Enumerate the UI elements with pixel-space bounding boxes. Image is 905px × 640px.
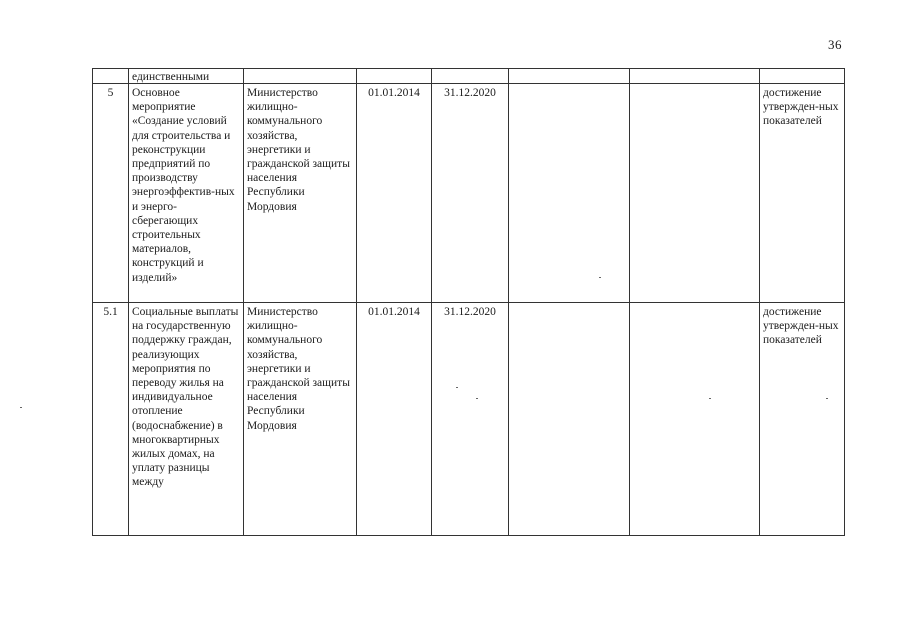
table-row [93, 303, 845, 536]
empty-cell [630, 84, 760, 303]
row-number: 5 [93, 84, 129, 303]
scan-speck [456, 387, 458, 388]
table-row [93, 84, 845, 303]
empty-cell [630, 303, 760, 536]
scan-speck [709, 398, 711, 399]
empty-cell [509, 303, 630, 536]
cell-num [93, 69, 129, 84]
responsible-executor: Министерство жилищно-коммунального хозяйства, энергетики и гражданской защиты населения Республики Мордовия [244, 303, 357, 536]
expected-result: достижение утвержден-ных показателей [760, 303, 845, 536]
cell-col7 [630, 69, 760, 84]
cell-executor [244, 69, 357, 84]
row-number: 5.1 [93, 303, 129, 536]
measure-description: Основное мероприятие «Создание условий для строительства и реконструкции предприятий по производству энергоэффектив-ных и энерго-сберегающих строительных материалов, конструкций и изделий» [129, 84, 244, 303]
empty-cell [509, 84, 630, 303]
page-number: 36 [828, 37, 842, 52]
scan-speck [476, 398, 478, 399]
continuation-row [93, 69, 845, 84]
measure-description: Социальные выплаты на государственную поддержку граждан, реализующих мероприятия по переводу жилья на индивидуальное отопление (водоснабжение) в многоквартирных жилых домах, на уплату разницы между [129, 303, 244, 536]
scan-speck [599, 277, 601, 278]
cell-col6 [509, 69, 630, 84]
start-date: 01.01.2014 [357, 303, 432, 536]
cell-start-date [357, 69, 432, 84]
end-date: 31.12.2020 [432, 303, 509, 536]
scan-speck [20, 407, 22, 408]
end-date: 31.12.2020 [432, 84, 509, 303]
responsible-executor: Министерство жилищно-коммунального хозяйства, энергетики и гражданской защиты населения Республики Мордовия [244, 84, 357, 303]
cell-description-tail: единственными [129, 69, 244, 84]
measures-table [92, 68, 845, 536]
scan-speck [826, 398, 828, 399]
cell-result [760, 69, 845, 84]
start-date: 01.01.2014 [357, 84, 432, 303]
cell-end-date [432, 69, 509, 84]
expected-result: достижение утвержден-ных показателей [760, 84, 845, 303]
